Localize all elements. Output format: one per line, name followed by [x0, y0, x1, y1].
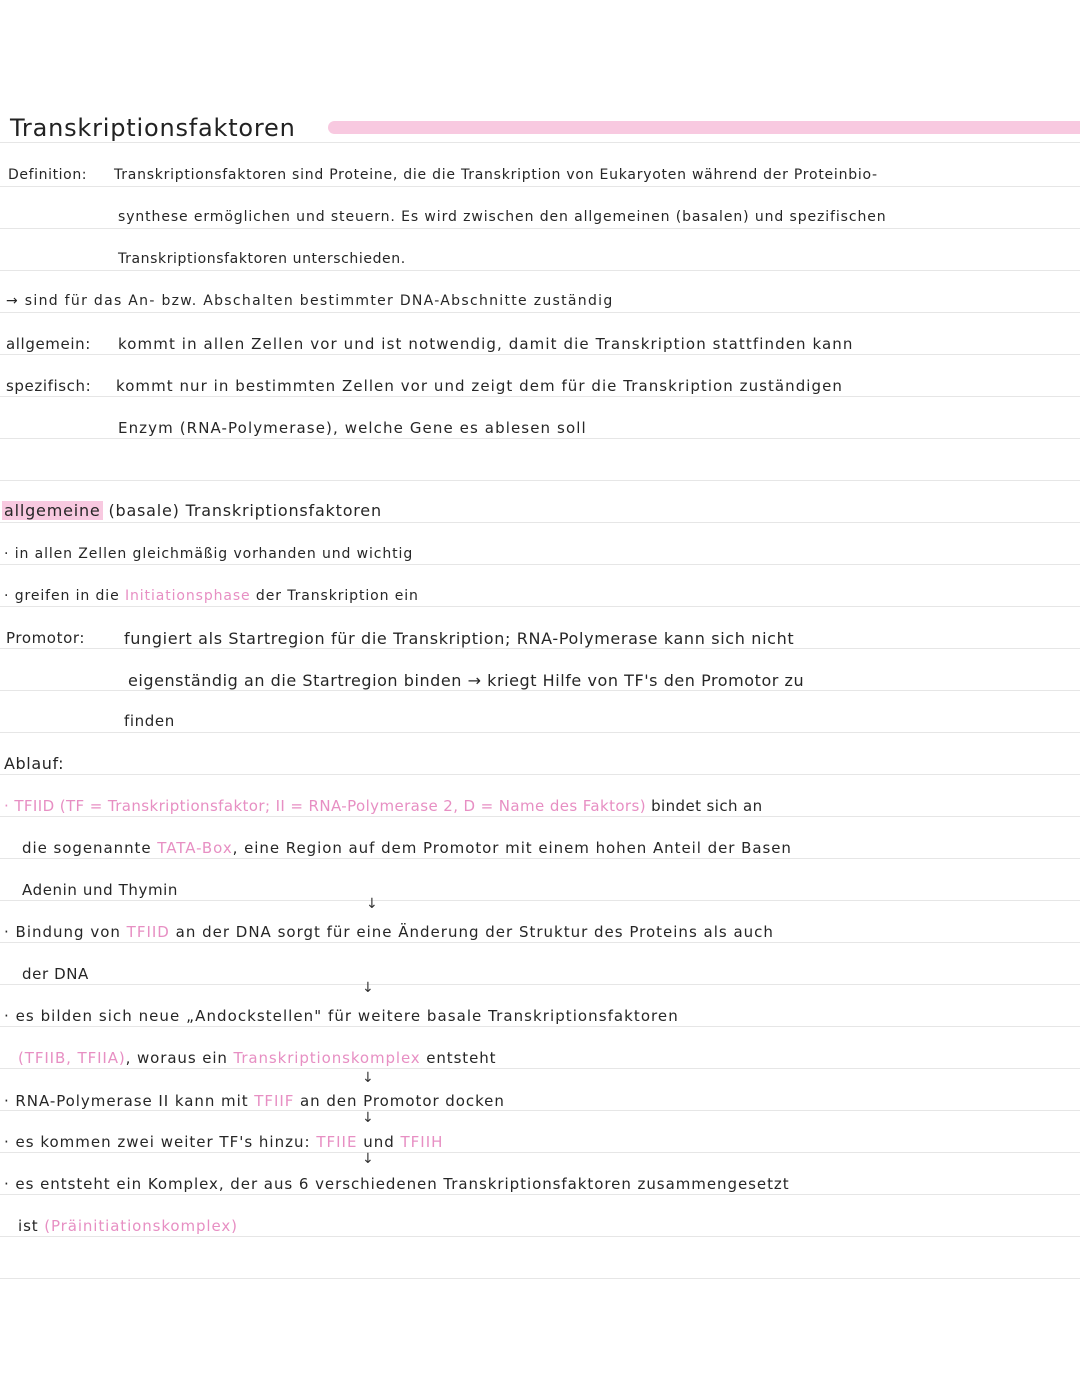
rule-line: [0, 732, 1080, 733]
tfiid-term: TFIID: [126, 923, 170, 941]
rule-line: [0, 312, 1080, 313]
tfiih-term: TFIIH: [400, 1133, 444, 1151]
section-heading: [2, 503, 382, 519]
ablauf-label: Ablauf:: [4, 754, 65, 773]
step-3-line-1: · es bilden sich neue „Andockstellen" für weitere basale Transkriptionsfaktoren: [4, 1007, 679, 1025]
rule-line: [0, 142, 1080, 143]
spezifisch-line-2: Enzym (RNA-Polymerase), welche Gene es ablesen soll: [118, 419, 587, 437]
tfiib-tfiia-term: (TFIIB, TFIIA): [18, 1049, 126, 1067]
promotor-line-2: eigenständig an die Startregion binden → kriegt Hilfe von TF's den Promotor zu: [128, 671, 805, 690]
step-1-l2-end: , eine Region auf dem Promotor mit einem hohen Anteil der Basen: [232, 839, 792, 857]
rule-line: [0, 186, 1080, 187]
step-6-l2-start: ist: [18, 1217, 45, 1235]
step-1-line-1: [4, 799, 763, 814]
step-1-l2-start: die sogenannte: [22, 839, 158, 857]
rule-line: [0, 1194, 1080, 1195]
step-6-line-1: · es entsteht ein Komplex, der aus 6 verschiedenen Transkriptionsfaktoren zusammengesetzt: [4, 1175, 790, 1193]
step-4-line-1: [4, 1094, 505, 1109]
step-5-start: · es kommen zwei weiter TF's hinzu:: [4, 1133, 317, 1151]
rule-line: [0, 270, 1080, 271]
step-3-l2-end: entsteht: [420, 1049, 497, 1067]
rule-line: [0, 816, 1080, 817]
definition-line-1: Transkriptionsfaktoren sind Proteine, die die Transkription von Eukaryoten während der Proteinbio-: [114, 167, 878, 183]
title-highlight-bar: [328, 121, 1080, 134]
rule-line: [0, 522, 1080, 523]
step-3-l2-mid: , woraus ein: [125, 1049, 234, 1067]
step-1-line-2: [22, 841, 792, 856]
tfiie-term: TFIIE: [316, 1133, 358, 1151]
step-6-line-2: [18, 1219, 238, 1234]
rule-line: [0, 774, 1080, 775]
bullet-1: · in allen Zellen gleichmäßig vorhanden und wichtig: [4, 546, 414, 562]
rule-line: [0, 396, 1080, 397]
rule-line: [0, 480, 1080, 481]
rule-line: [0, 984, 1080, 985]
step-2-line-1: [4, 925, 774, 940]
step-4-start: · RNA-Polymerase II kann mit: [4, 1092, 255, 1110]
rule-line: [0, 606, 1080, 607]
definition-line-3: Transkriptionsfaktoren unterschieden.: [118, 251, 406, 267]
promotor-line-1: fungiert als Startregion für die Transkription; RNA-Polymerase kann sich nicht: [124, 629, 795, 648]
bullet-2-start: · greifen in die: [4, 588, 125, 604]
bullet-2-end: der Transkription ein: [250, 588, 419, 604]
down-arrow: ↓: [362, 980, 374, 996]
rule-line: [0, 942, 1080, 943]
down-arrow: ↓: [362, 1110, 374, 1126]
transkriptionskomplex-term: Transkriptionskomplex: [233, 1049, 421, 1067]
down-arrow: ↓: [366, 896, 378, 912]
step-1-rest: bindet sich an: [645, 797, 763, 815]
rule-line: [0, 228, 1080, 229]
step-1-explanation: · TFIID (TF = Transkriptionsfaktor; II = RNA-Polymerase 2, D = Name des Faktors): [4, 797, 646, 815]
rule-line: [0, 690, 1080, 691]
step-3-line-2: [18, 1051, 496, 1066]
step-1-line-3: Adenin und Thymin: [22, 881, 179, 899]
rule-line: [0, 858, 1080, 859]
allgemein-label: allgemein:: [6, 335, 91, 353]
rule-line: [0, 1068, 1080, 1069]
rule-line: [0, 1110, 1080, 1111]
step-4-end: an den Promotor docken: [294, 1092, 505, 1110]
rule-line: [0, 1236, 1080, 1237]
praeinitiationskomplex-term: (Präinitiationskomplex): [44, 1217, 238, 1235]
promotor-label: Promotor:: [6, 629, 86, 647]
rule-line: [0, 648, 1080, 649]
rule-line: [0, 564, 1080, 565]
spezifisch-line-1: kommt nur in bestimmten Zellen vor und zeigt dem für die Transkription zuständigen: [116, 377, 843, 395]
step-5-mid: und: [357, 1133, 401, 1151]
promotor-line-3: finden: [124, 712, 175, 730]
allgemein-text: kommt in allen Zellen vor und ist notwendig, damit die Transkription stattfinden kann: [118, 335, 854, 353]
bullet-2: [4, 589, 419, 603]
spezifisch-label: spezifisch:: [6, 377, 92, 395]
rule-line: [0, 1152, 1080, 1153]
down-arrow: ↓: [362, 1070, 374, 1086]
rule-line: [0, 438, 1080, 439]
section-heading-rest: (basale) Transkriptionsfaktoren: [102, 501, 382, 520]
tfiif-term: TFIIF: [254, 1092, 295, 1110]
rule-line: [0, 1278, 1080, 1279]
rule-line: [0, 354, 1080, 355]
step-5-line-1: [4, 1135, 443, 1150]
rule-line: [0, 900, 1080, 901]
definition-label: Definition:: [8, 167, 88, 183]
step-2-start: · Bindung von: [4, 923, 127, 941]
step-2-line-2: der DNA: [22, 965, 89, 983]
initiationsphase-term: Initiationsphase: [124, 588, 251, 604]
rule-line: [0, 1026, 1080, 1027]
definition-line-2: synthese ermöglichen und steuern. Es wird zwischen den allgemeinen (basalen) und spezifischen: [118, 209, 887, 225]
section-heading-highlight: allgemeine: [4, 501, 101, 520]
tata-box-term: TATA-Box: [157, 839, 233, 857]
arrow-line: → sind für das An- bzw. Abschalten bestimmter DNA-Abschnitte zuständig: [6, 293, 614, 309]
page-title: Transkriptionsfaktoren: [10, 114, 296, 142]
down-arrow: ↓: [362, 1151, 374, 1167]
step-2-end: an der DNA sorgt für eine Änderung der Struktur des Proteins als auch: [169, 923, 774, 941]
